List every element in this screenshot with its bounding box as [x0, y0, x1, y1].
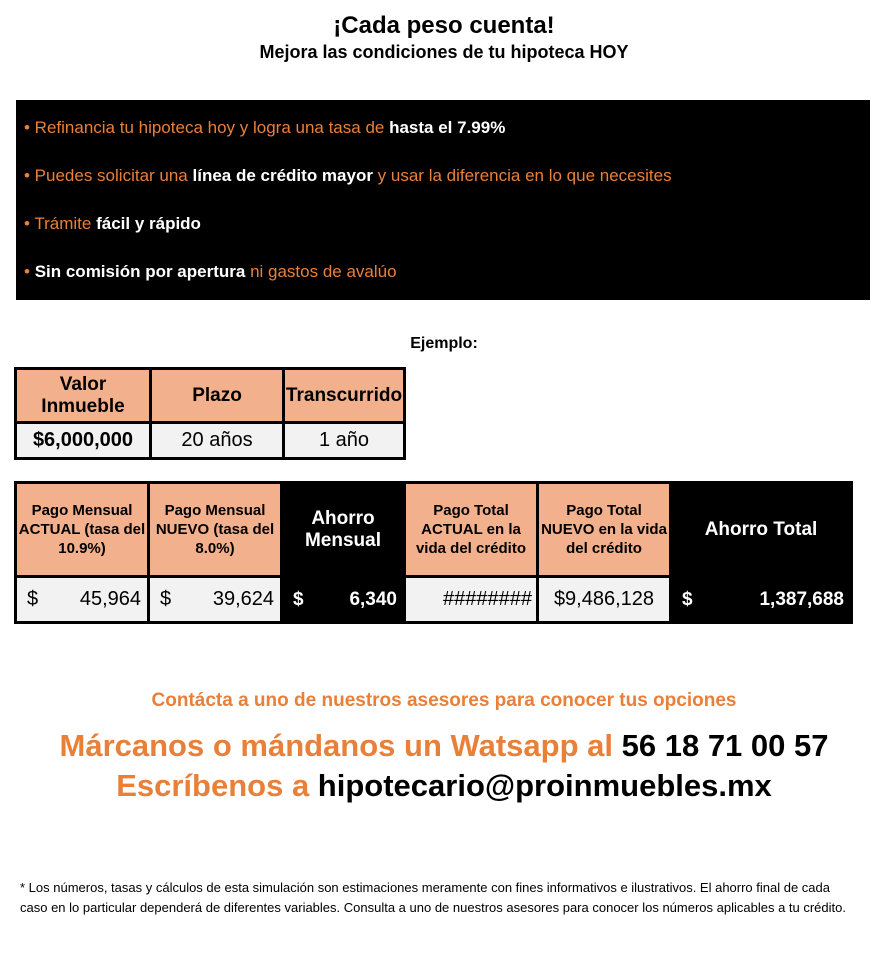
- header-pago-actual: Pago Mensual ACTUAL (tasa del 10.9%): [16, 483, 149, 577]
- value-pago-actual: $ 45,964: [16, 577, 149, 623]
- benefit-item: • Puedes solicitar una línea de crédito mayor y usar la diferencia en lo que necesites: [24, 166, 672, 185]
- savings-table: [14, 481, 853, 624]
- header-valor-inmueble: Valor Inmueble: [16, 369, 151, 423]
- value-ahorro-total: $ 1,387,688: [671, 577, 852, 623]
- email-link[interactable]: hipotecario@proinmuebles.mx: [317, 768, 772, 803]
- value-ahorro-mensual: $ 6,340: [282, 577, 405, 623]
- benefit-item: • Sin comisión por apertura ni gastos de avalúo: [24, 262, 397, 281]
- value-transcurrido: 1 año: [284, 423, 405, 459]
- footnote: * Los números, tasas y cálculos de esta simulación son estimaciones meramente con fines informativos e ilustrativos. El ahorro final de cada caso en lo particular dependerá de diferentes variables. Consulta a uno de nuestros asesores para conocer los números aplicables a tu crédito.: [20, 880, 846, 915]
- value-valor-inmueble: $6,000,000: [16, 423, 151, 459]
- value-total-actual: ########: [405, 577, 538, 623]
- header-total-nuevo: Pago Total NUEVO en la vida del crédito: [538, 483, 671, 577]
- page-title: ¡Cada peso cuenta!: [333, 12, 555, 39]
- benefit-item: • Trámite fácil y rápido: [24, 214, 201, 233]
- example-label: Ejemplo:: [410, 335, 478, 352]
- contact-invite: Contácta a uno de nuestros asesores para conocer tus opciones: [151, 690, 737, 711]
- value-pago-nuevo: $ 39,624: [149, 577, 282, 623]
- page-subtitle: Mejora las condiciones de tu hipoteca HOY: [259, 42, 629, 62]
- phone-number[interactable]: 56 18 71 00 57: [621, 728, 829, 763]
- header-pago-nuevo: Pago Mensual NUEVO (tasa del 8.0%): [149, 483, 282, 577]
- header-transcurrido: Transcurrido: [284, 369, 405, 423]
- contact-phone-line: Márcanos o mándanos un Watsapp al 56 18 71 00 57: [59, 728, 829, 763]
- header-ahorro-mensual: Ahorro Mensual: [282, 483, 405, 577]
- example-table: [14, 367, 406, 460]
- value-plazo: 20 años: [151, 423, 284, 459]
- header-plazo: Plazo: [151, 369, 284, 423]
- benefits-box: [16, 100, 870, 300]
- value-total-nuevo: $9,486,128: [538, 577, 671, 623]
- header-ahorro-total: Ahorro Total: [671, 483, 852, 577]
- header-total-actual: Pago Total ACTUAL en la vida del crédito: [405, 483, 538, 577]
- contact-email-line: Escríbenos a hipotecario@proinmuebles.mx: [116, 768, 772, 803]
- benefit-item: • Refinancia tu hipoteca hoy y logra una tasa de hasta el 7.99%: [24, 118, 506, 137]
